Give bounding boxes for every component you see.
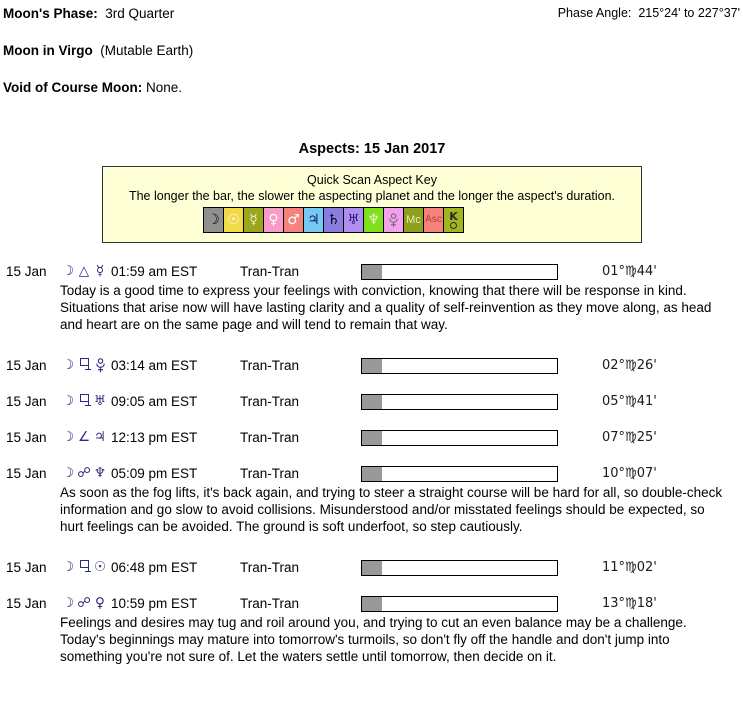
duration-bar <box>361 264 558 280</box>
aspect-type: Tran-Tran <box>240 394 300 409</box>
duration-bar <box>361 596 558 612</box>
aspect-time: 12:13 pm EST <box>111 430 198 445</box>
moon-sign-line <box>3 43 741 58</box>
aspect-row <box>3 263 741 280</box>
moons-phase-value: 3rd Quarter <box>105 6 175 21</box>
duration-bar-fill <box>362 561 382 575</box>
quick-scan-aspect-key <box>102 166 642 243</box>
duration-bar <box>361 430 558 446</box>
neptune-icon: ♆ <box>93 464 107 481</box>
chiron-icon: K <box>444 208 463 232</box>
key-title: Quick Scan Aspect Key <box>307 173 437 187</box>
duration-bar <box>361 560 558 576</box>
aspect-type: Tran-Tran <box>240 358 300 373</box>
jupiter-icon: ♃ <box>304 208 323 232</box>
phase-angle-line <box>558 6 741 20</box>
duration-bar-fill <box>362 467 382 481</box>
aspect-date: 15 Jan <box>6 394 47 409</box>
saturn-icon: ♄ <box>324 208 343 232</box>
aspect-symbols <box>60 428 111 445</box>
aspect-degree: 05°♍41' <box>602 394 657 409</box>
jupiter-icon: ♃ <box>93 428 107 445</box>
aspect-time: 09:05 am EST <box>111 394 198 409</box>
aspect-interpretation: Feelings and desires may tug and roil around you, and trying to cut an even balance may be a challenge. Today's beginnings may mature into tomorrow's turmoils, so don't fly off the handle and don't jump into something you're not sure of. Let the waters settle until tomorrow, then decide on it. <box>60 615 687 664</box>
moon-sign-label: Moon in Virgo <box>3 43 93 58</box>
moon-icon: ☽ <box>61 428 75 445</box>
aspect-degree: 11°♍02' <box>602 560 657 575</box>
duration-bar-fill <box>362 395 382 409</box>
moon-icon: ☽ <box>61 392 75 409</box>
aspect-row <box>3 357 741 374</box>
aspect-date: 15 Jan <box>6 358 47 373</box>
aspect-degree: 07°♍25' <box>602 430 657 445</box>
sun-icon: ☉ <box>224 208 243 232</box>
duration-bar-fill <box>362 359 382 373</box>
aspect-date: 15 Jan <box>6 264 47 279</box>
aspect-row <box>3 393 741 410</box>
aspect-symbols <box>60 358 111 373</box>
void-of-course-value: None. <box>146 80 183 95</box>
duration-bar <box>361 394 558 410</box>
venus-icon: ♀ <box>264 208 283 232</box>
aspect-list <box>3 263 741 665</box>
aspect-type: Tran-Tran <box>240 560 300 575</box>
pluto-icon <box>384 208 403 232</box>
mercury-icon: ☿ <box>244 208 263 232</box>
duration-bar-fill <box>362 265 382 279</box>
sesquiquadrate-icon <box>76 395 92 409</box>
aspect-type: Tran-Tran <box>240 596 300 611</box>
moons-phase-line <box>3 6 174 21</box>
aspect-date: 15 Jan <box>6 430 47 445</box>
aspect-row <box>3 559 741 576</box>
aspect-time: 10:59 pm EST <box>111 596 198 611</box>
aspect-time: 05:09 pm EST <box>111 466 198 481</box>
uranus-icon: ♅ <box>344 208 363 232</box>
aspect-row <box>3 465 741 482</box>
moons-phase-label: Moon's Phase: <box>3 6 98 21</box>
neptune-icon: ♆ <box>364 208 383 232</box>
aspect-degree: 10°♍07' <box>602 466 657 481</box>
aspect-symbols <box>60 558 111 575</box>
moon-icon: ☽ <box>61 464 75 481</box>
aspect-degree: 01°♍44' <box>602 264 657 279</box>
duration-bar-fill <box>362 431 382 445</box>
aspect-date: 15 Jan <box>6 596 47 611</box>
mercury-icon: ☿ <box>95 262 105 279</box>
aspect-time: 06:48 pm EST <box>111 560 198 575</box>
void-of-course-label: Void of Course Moon: <box>3 80 143 95</box>
sesquiquadrate-icon <box>76 359 92 373</box>
aspect-symbols <box>60 392 111 409</box>
aspect-symbols <box>60 262 111 279</box>
key-subtitle: The longer the bar, the slower the aspecting planet and the longer the aspect's duration. <box>128 189 616 203</box>
pluto-icon <box>92 358 108 373</box>
aspect-interpretation: As soon as the fog lifts, it's back again, and trying to steer a straight course will be hard for all, so double-check information and go slow to avoid collisions. Misunderstood and/or misstated feelings should be expected, so hurt feelings can be avoided. The ground is soft underfoot, so step cautiously. <box>60 485 723 534</box>
sun-icon: ☉ <box>93 558 107 575</box>
aspect-symbols <box>60 594 111 611</box>
aspects-title: Aspects: 15 Jan 2017 <box>298 141 446 157</box>
aspect-date: 15 Jan <box>6 466 47 481</box>
duration-bar-fill <box>362 597 382 611</box>
trine-icon: △ <box>78 262 90 279</box>
aspect-row <box>3 429 741 446</box>
duration-bar <box>361 358 558 374</box>
moon-icon: ☽ <box>61 594 75 611</box>
moon-icon: ☽ <box>61 356 75 373</box>
aspect-type: Tran-Tran <box>240 264 300 279</box>
aspect-degree: 02°♍26' <box>602 358 657 373</box>
venus-icon: ♀ <box>95 594 105 611</box>
aspect-symbols <box>60 464 111 481</box>
mars-icon: ♂ <box>284 208 303 232</box>
opposition-icon: ☍ <box>77 594 91 611</box>
aspect-row <box>3 595 741 612</box>
duration-bar <box>361 466 558 482</box>
aspect-type: Tran-Tran <box>240 430 300 445</box>
phase-angle-value: 215°24' to 227°37' <box>638 6 740 20</box>
ascendant-icon: Asc <box>424 208 443 232</box>
aspect-time: 01:59 am EST <box>111 264 198 279</box>
sesquiquadrate-icon <box>76 561 92 575</box>
aspect-time: 03:14 am EST <box>111 358 198 373</box>
aspect-degree: 13°♍18' <box>602 596 657 611</box>
opposition-icon: ☍ <box>77 464 91 481</box>
moon-icon: ☽ <box>61 262 75 279</box>
uranus-icon: ♅ <box>93 392 107 409</box>
void-of-course-line <box>3 80 741 95</box>
moon-icon: ☽ <box>204 208 223 232</box>
moon-icon: ☽ <box>61 558 75 575</box>
midheaven-icon: Mc <box>404 208 423 232</box>
aspect-interpretation: Today is a good time to express your feelings with conviction, knowing that there will be response in kind. Situations that arise now will have lasting clarity and a quality of self-reinvention as they move along, as head and heart are on the same page and will tend to remain that way. <box>60 283 712 332</box>
moon-sign-value: (Mutable Earth) <box>100 43 194 58</box>
aspect-type: Tran-Tran <box>240 466 300 481</box>
planet-color-strip <box>203 207 464 233</box>
phase-angle-label: Phase Angle: <box>557 6 632 20</box>
semisquare-icon: ∠ <box>77 428 91 445</box>
aspect-date: 15 Jan <box>6 560 47 575</box>
